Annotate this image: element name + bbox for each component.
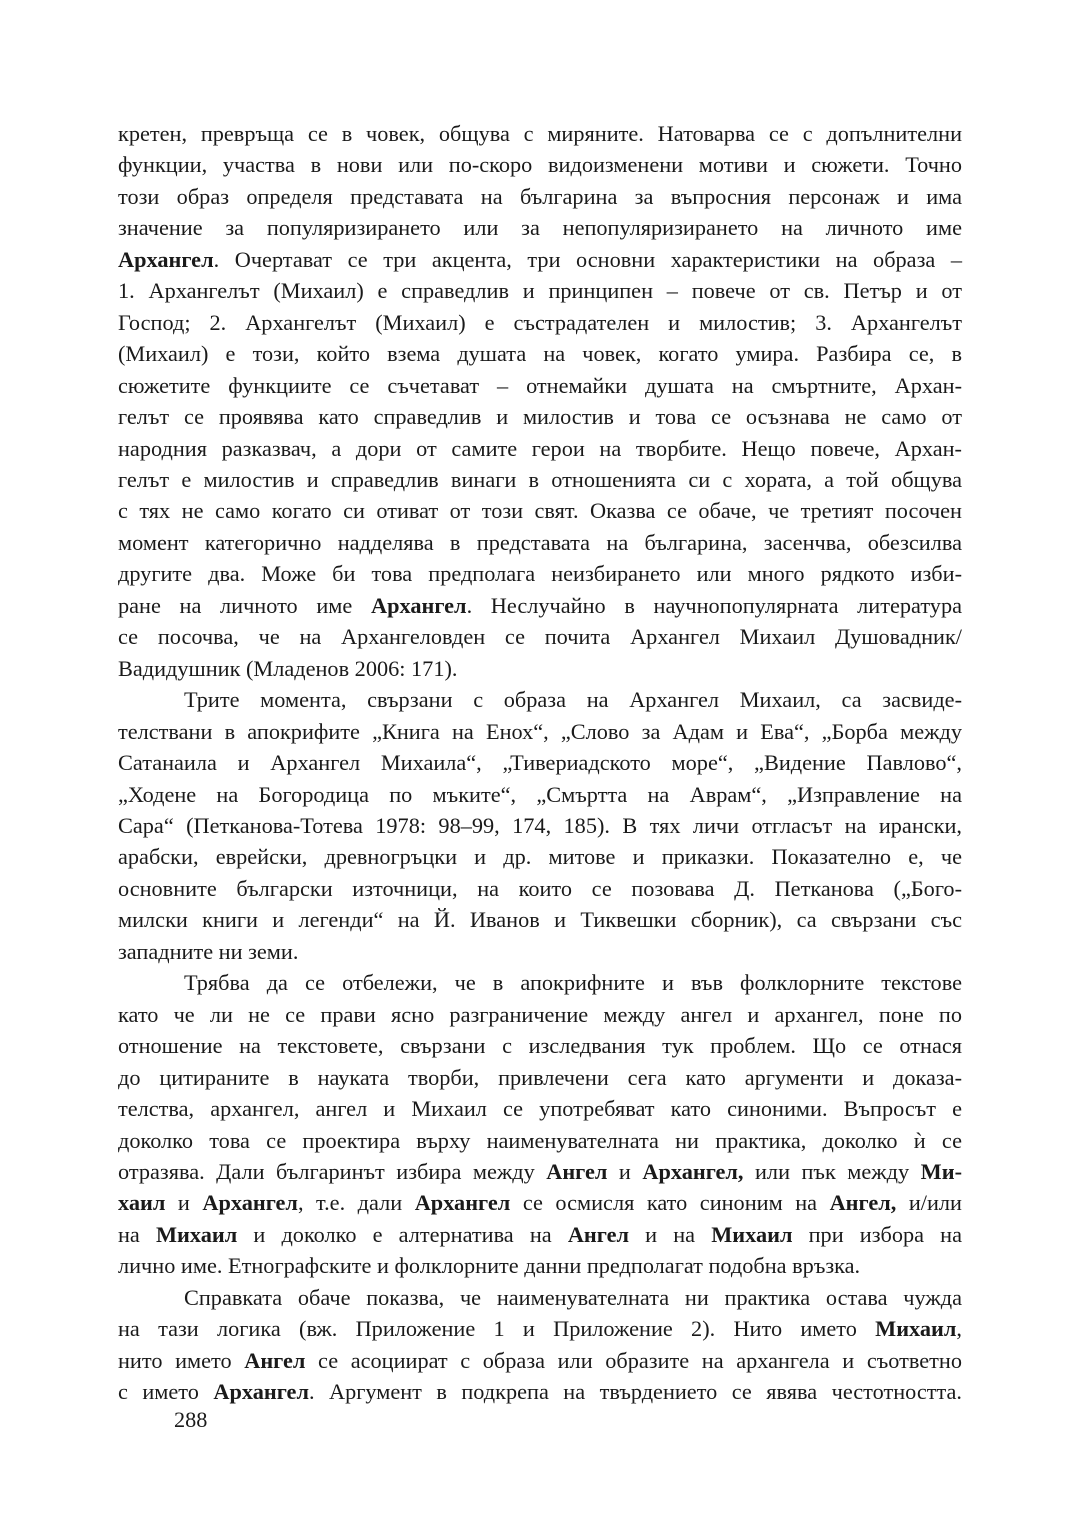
bold-term: Архангел [202, 1190, 298, 1216]
text-run: се асоциират с образа или образите на архангела и съответно [305, 1347, 962, 1373]
text-line [118, 999, 962, 1030]
body-text [118, 118, 962, 1408]
text-run: и на [629, 1221, 712, 1247]
bold-term: Ангел [546, 1158, 608, 1184]
text-line [118, 841, 962, 872]
text-run: кретен, превръща се в човек, общува с миряните. Натоварва се с допълнителни [118, 121, 962, 146]
text-run: с името [118, 1379, 214, 1405]
text-line [118, 558, 962, 589]
text-line [118, 904, 962, 935]
bold-term: Михаил [711, 1221, 793, 1247]
bold-term: Архангел, [642, 1158, 744, 1184]
text-run: се осмисля като синоним на [510, 1190, 830, 1216]
bold-term: хаил [118, 1190, 166, 1216]
text-line [118, 275, 962, 306]
text-line [118, 1062, 962, 1093]
bold-term: Ми- [920, 1158, 962, 1184]
text-run: основните български източници, на които се позовава Д. Петканова („Бого- [118, 875, 962, 901]
text-line [118, 1282, 962, 1313]
text-run: нито името [118, 1347, 245, 1373]
document-page [118, 118, 962, 1408]
text-run: „Ходене на Богородица по мъките“, „Смъртта на Аврам“, „Изправление на [118, 781, 962, 807]
text-line [118, 653, 962, 684]
text-line [118, 1156, 962, 1187]
text-run: се посочва, че на Архангеловден се почита Архангел Михаил Душовадник/ [118, 624, 962, 650]
text-run: , [956, 1316, 962, 1342]
text-run: като че ли не се прави ясно разграничение между ангел и архангел, поне по [118, 1001, 962, 1027]
text-run: милски книги и легенди“ на Й. Иванов и Тиквешки сборник), са свързани със [118, 907, 962, 933]
text-line [118, 873, 962, 904]
text-line [118, 527, 962, 558]
text-run: при избора на [792, 1221, 963, 1247]
text-run: гелът е милостив и справедлив винаги в отношенията си с хората, а той общува [118, 466, 962, 492]
text-line [118, 716, 962, 747]
text-run: и [607, 1158, 643, 1184]
text-line [118, 1125, 962, 1156]
text-run: Трите момента, свързани с образа на Архангел Михаил, са засвиде- [184, 687, 962, 713]
text-run: този образ определя представата на българина за въпросния персонаж и има [118, 183, 962, 209]
text-line [118, 1187, 962, 1218]
text-run: Сатанаила и Архангел Михаила“, „Тивериадското море“, „Видение Павлово“, [118, 750, 962, 776]
text-line [118, 495, 962, 526]
text-run: Справката обаче показва, че наименувателната ни практика остава чужда [184, 1284, 962, 1310]
text-line [118, 1250, 962, 1281]
bold-term: Ангел [567, 1221, 630, 1247]
text-run: с тях не само когато си отиват от този свят. Оказва се обаче, че третият посочен [118, 498, 962, 524]
text-line [118, 244, 962, 275]
text-line [118, 149, 962, 180]
text-run: функции, участва в нови или по-скоро видоизменени мотиви и сюжети. Точно [118, 152, 962, 178]
text-line [118, 590, 962, 621]
text-run: другите два. Може би това предполага неизбирането или много рядкото изби- [118, 561, 962, 587]
text-run: телства, архангел, ангел и Михаил се употребяват като синоними. Въпросът е [118, 1096, 962, 1122]
bold-term: Архангел [213, 1379, 309, 1405]
text-run: значение за популяризирането или за непопуляризирането на личното име [118, 215, 962, 241]
text-line [118, 307, 962, 338]
text-run: или пък между [743, 1158, 921, 1184]
text-run: отразява. Дали българинът избира между [118, 1158, 547, 1184]
text-run: западните ни земи. [118, 938, 299, 964]
text-run: сюжетите функциите се съчетават – отнемайки душата на смъртните, Архан- [118, 372, 962, 398]
text-line [118, 118, 962, 149]
bold-term: Ангел, [829, 1190, 897, 1216]
text-line [118, 810, 962, 841]
text-line [118, 1093, 962, 1124]
text-run: народния разказвач, а дори от самите герои на творбите. Нещо повече, Архан- [118, 435, 962, 461]
text-run: , т.е. дали [297, 1190, 415, 1216]
bold-term: Архангел [414, 1190, 511, 1216]
text-line [118, 338, 962, 369]
text-run: (Михаил) е този, който взема душата на човек, когато умира. Разбира се, в [118, 341, 962, 367]
text-run: Трябва да се отбележи, че в апокрифните и във фолклорните текстове [184, 970, 962, 996]
text-run: на тази логика (вж. Приложение 1 и Приложение 2). Нито името [118, 1316, 876, 1342]
text-run: и [165, 1190, 203, 1216]
text-line [118, 401, 962, 432]
text-line [118, 181, 962, 212]
text-run: Господ; 2. Архангелът (Михаил) е състрадателен и милостив; 3. Архангелът [118, 309, 962, 335]
bold-term: Архангел [118, 246, 214, 272]
text-line [118, 936, 962, 967]
text-run: доколко това се проектира върху наименувателната ни практика, доколко ѝ се [118, 1127, 962, 1153]
text-line [118, 684, 962, 715]
text-line [118, 1219, 962, 1250]
text-run: и доколко е алтернатива на [237, 1221, 568, 1247]
text-run: 1. Архангелът (Михаил) е справедлив и принципен – повече от св. Петър и от [118, 278, 962, 304]
text-run: телствани в апокрифите „Книга на Енох“, „Слово за Адам и Ева“, „Борба между [118, 718, 962, 744]
text-line [118, 1313, 962, 1344]
text-line [118, 621, 962, 652]
text-run: момент категорично надделява в представата на българина, засенчва, обезсилва [118, 529, 962, 555]
text-run: на [118, 1221, 156, 1247]
text-run: ране на личното име [118, 592, 371, 618]
text-run: лично име. Етнографските и фолклорните данни предполагат подобна връзка. [118, 1253, 861, 1279]
bold-term: Михаил [155, 1221, 238, 1247]
text-line [118, 1030, 962, 1061]
text-run: . Очертават се три акцента, три основни характеристики на образа – [213, 246, 962, 272]
text-line [118, 433, 962, 464]
text-run: Сара“ (Петканова-Тотева 1978: 98–99, 174, 185). В тях личи отгласът на ирански, [118, 812, 962, 838]
bold-term: Михаил [875, 1316, 957, 1342]
text-line [118, 212, 962, 243]
text-run: до цитираните в науката творби, привлечени сега като аргументи и доказа- [118, 1064, 962, 1090]
text-run: . Аргумент в подкрепа на твърдението се явява честотността. [308, 1379, 962, 1405]
text-run: отношение на текстовете, свързани с изследвания тук проблем. Що се отнася [118, 1033, 962, 1059]
text-line [118, 779, 962, 810]
text-line [118, 1345, 962, 1376]
text-line [118, 464, 962, 495]
text-line [118, 370, 962, 401]
bold-term: Ангел [244, 1347, 306, 1373]
text-run: и/или [896, 1190, 962, 1216]
text-run: гелът се проявява като справедлив и милостив и това се осъзнава не само от [118, 404, 962, 430]
text-line [118, 967, 962, 998]
bold-term: Архангел [370, 592, 467, 618]
text-run: . Неслучайно в научнопопулярната литература [466, 592, 962, 618]
text-run: арабски, еврейски, древногръцки и др. митове и приказки. Показателно е, че [118, 844, 962, 870]
text-line [118, 747, 962, 778]
page-number: 288 [174, 1407, 208, 1432]
text-line [118, 1376, 962, 1407]
text-run: Вадидушник (Младенов 2006: 171). [118, 655, 458, 681]
